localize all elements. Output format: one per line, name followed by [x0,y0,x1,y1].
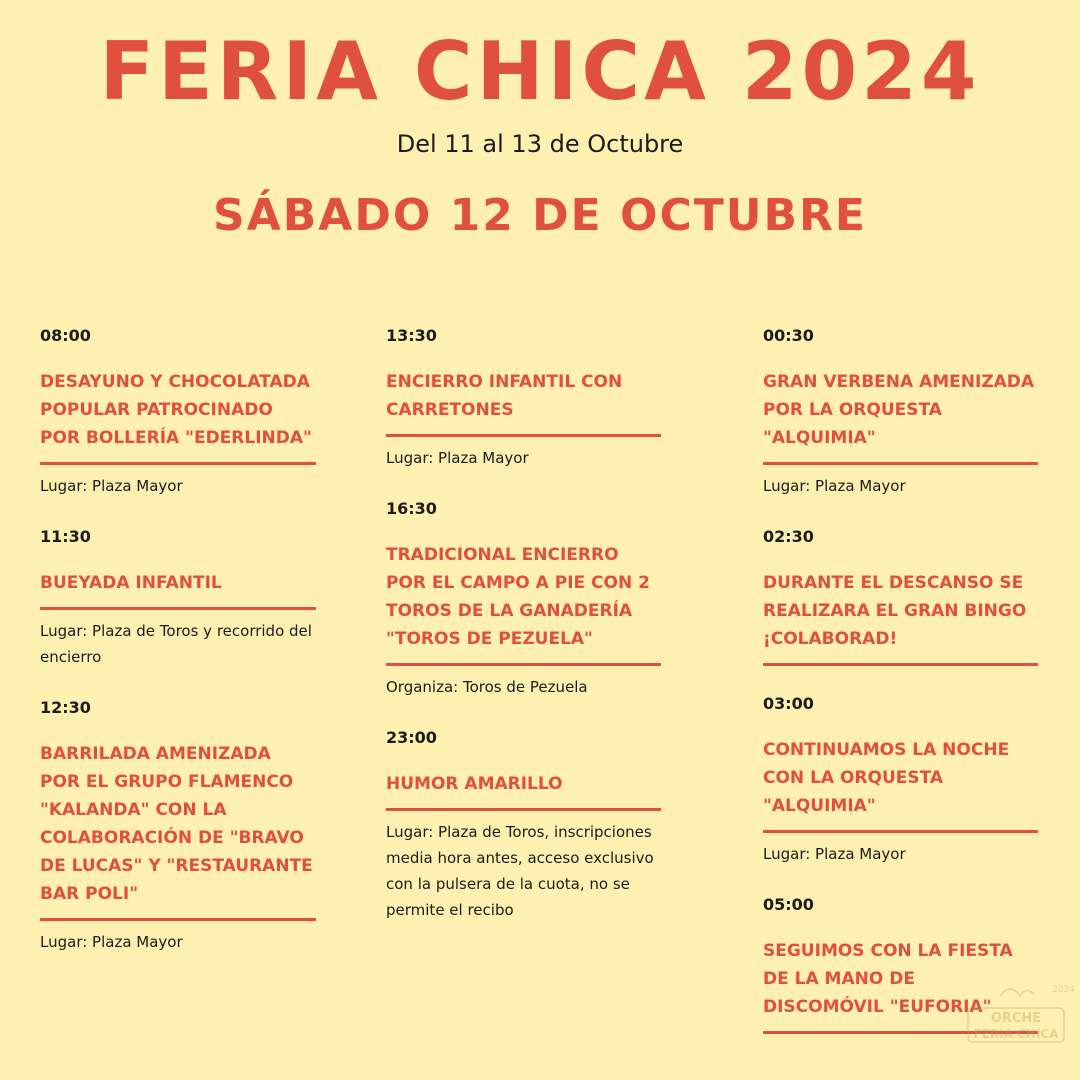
event-detail: Lugar: Plaza de Toros y recorrido del encierro [40,622,312,666]
event-detail: Lugar: Plaza Mayor [763,845,906,863]
event-time: 02:30 [763,527,814,546]
event-time: 05:00 [763,895,814,914]
event-name: BUEYADA INFANTIL [40,569,316,610]
event-time: 16:30 [386,499,437,518]
day-heading: SÁBADO 12 DE OCTUBRE [213,190,867,241]
logo-bull-shape [1000,989,1034,996]
event-item [763,324,1038,499]
event-item [40,525,316,670]
event-name: CONTINUAMOS LA NOCHE CON LA ORQUESTA "ALQUIMIA" [763,736,1038,833]
event-time: 23:00 [386,728,437,747]
event-detail: Lugar: Plaza Mayor [40,477,183,495]
event-name: DESAYUNO Y CHOCOLATADA POPULAR PATROCINADO POR BOLLERÍA "EDERLINDA" [40,368,316,465]
event-detail: Lugar: Plaza Mayor [386,449,529,467]
event-name: TRADICIONAL ENCIERRO POR EL CAMPO A PIE CON 2 TOROS DE LA GANADERÍA "TOROS DE PEZUELA" [386,541,661,666]
date-range: Del 11 al 13 de Octubre [396,130,684,158]
event-item [386,726,661,923]
logo-line-1: ORCHE [990,1011,1042,1026]
event-name: GRAN VERBENA AMENIZADA POR LA ORQUESTA "ALQUIMIA" [763,368,1038,465]
event-item [386,497,661,700]
event-time: 11:30 [40,527,91,546]
schedule-column-3 [763,324,1038,1060]
event-detail: Lugar: Plaza Mayor [763,477,906,495]
event-item [763,525,1038,666]
schedule-column-1 [40,324,316,981]
logo-year: 2024 [1052,985,1075,995]
event-time: 08:00 [40,326,91,345]
event-item [40,696,316,955]
logo-line-2: FERIA CHICA [973,1027,1059,1041]
event-time: 03:00 [763,694,814,713]
event-detail: Lugar: Plaza Mayor [40,933,183,951]
event-detail: Organiza: Toros de Pezuela [386,678,588,696]
event-name: DURANTE EL DESCANSO SE REALIZARA EL GRAN BINGO ¡COLABORAD! [763,569,1038,666]
schedule-column-2 [386,324,661,949]
event-name: ENCIERRO INFANTIL CON CARRETONES [386,368,661,437]
event-item [763,692,1038,867]
event-time: 12:30 [40,698,91,717]
page-title: FERIA CHICA 2024 [99,25,981,118]
event-item [40,324,316,499]
event-name: HUMOR AMARILLO [386,770,661,811]
event-item [386,324,661,471]
orche-logo-watermark [960,978,1075,1058]
event-name: SEGUIMOS CON LA FIESTA DE LA MANO DE DISCOMÓVIL "EUFORIA" [763,937,1038,1034]
event-detail: Lugar: Plaza de Toros, inscripciones media hora antes, acceso exclusivo con la pulsera de la cuota, no se permite el recibo [386,823,654,919]
event-name: BARRILADA AMENIZADA POR EL GRUPO FLAMENCO "KALANDA" CON LA COLABORACIÓN DE "BRAVO DE LUCAS" Y "RESTAURANTE BAR POLI" [40,740,316,921]
event-time: 13:30 [386,326,437,345]
event-time: 00:30 [763,326,814,345]
